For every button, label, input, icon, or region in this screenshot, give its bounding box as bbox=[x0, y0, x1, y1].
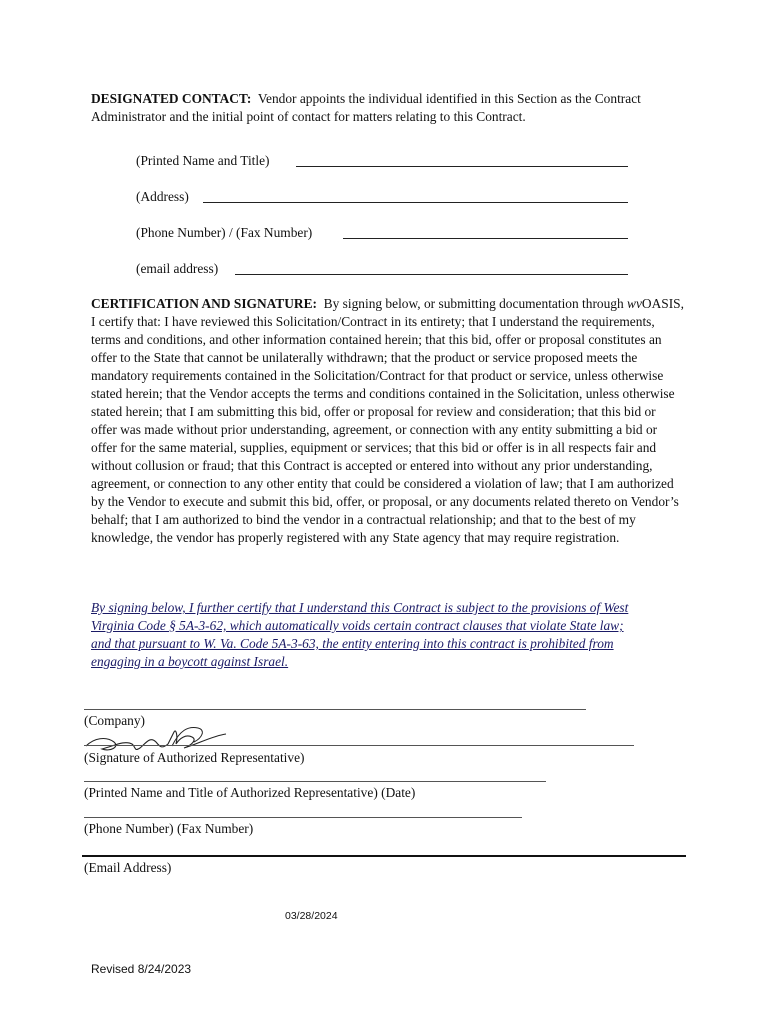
certification-text-start: By signing below, or submitting documentation through bbox=[323, 296, 628, 311]
phone-fax-label: (Phone Number) / (Fax Number) bbox=[136, 225, 313, 240]
email-signature-label: (Email Address) bbox=[84, 860, 172, 875]
certification-paragraph bbox=[91, 295, 684, 547]
phone-fax-signature-line[interactable] bbox=[84, 817, 522, 818]
printed-name-date-line[interactable] bbox=[84, 781, 546, 782]
revision-footer: Revised 8/24/2023 bbox=[91, 962, 192, 976]
designated-contact-text: Vendor appoints the individual identified in this Section as the Contract Administrator and the initial point of contact for matters relating to this Contract. bbox=[91, 91, 641, 124]
printed-name-date-label: (Printed Name and Title of Authorized Representative) (Date) bbox=[84, 785, 416, 800]
system-name-rest: OASIS bbox=[641, 296, 681, 311]
signature-line[interactable] bbox=[84, 745, 634, 746]
email-signature-line[interactable] bbox=[82, 855, 686, 857]
company-label: (Company) bbox=[84, 713, 145, 728]
phone-fax-line[interactable] bbox=[343, 238, 628, 239]
designated-contact-heading: DESIGNATED CONTACT: bbox=[91, 91, 252, 106]
address-line[interactable] bbox=[203, 202, 628, 203]
certification-text-rest: , I certify that: I have reviewed this Solicitation/Contract in its entirety; that I understand the requirements, terms and conditions, and other information contained herein; that this bid, offer or proposal constitutes an offer to the State that cannot be unilaterally withdrawn; that the product or service proposed meets the mandatory requirements contained in the Solicitation/Contract for that product or service, unless otherwise stated herein; that the Vendor accepts the terms and conditions contained in the Solicitation, unless otherwise stated herein; that I am submitting this bid, offer or proposal for review and consideration; that this bid or offer was made without prior understanding, agreement, or connection with any entity submitting a bid or offer for the same material, supplies, equipment or services; that this bid or offer is in all respects fair and without collusion or fraud; that this Contract is accepted or entered into without any prior understanding, agreement, or connection to any other entity that could be considered a violation of law; that I am authorized by the Vendor to execute and submit this bid, offer, or proposal, or any documents related thereto on Vendor’s behalf; that I am authorized to bind the vendor in a contractual relationship; and that to the best of my knowledge, the vendor has properly registered with any State agency that may require registration. bbox=[91, 296, 684, 545]
address-label: (Address) bbox=[136, 189, 189, 204]
signature-label: (Signature of Authorized Representative) bbox=[84, 750, 305, 765]
printed-name-title-line[interactable] bbox=[296, 166, 628, 167]
email-line[interactable] bbox=[235, 274, 628, 275]
phone-fax-signature-label: (Phone Number) (Fax Number) bbox=[84, 821, 254, 836]
email-label: (email address) bbox=[136, 261, 219, 276]
signed-date: 03/28/2024 bbox=[285, 910, 338, 922]
further-certify-paragraph: By signing below, I further certify that I understand this Contract is subject to the provisions of West Virginia Code § 5A-3-62, which automatically voids certain contract clauses that violate State law; and that pursuant to W. Va. Code 5A-3-63, the entity entering into this contract is prohibited from engaging in a boycott against Israel. bbox=[91, 600, 629, 669]
system-name-prefix: wv bbox=[627, 296, 642, 311]
company-line[interactable] bbox=[84, 709, 586, 710]
certification-heading: CERTIFICATION AND SIGNATURE: bbox=[91, 296, 317, 311]
printed-name-title-label: (Printed Name and Title) bbox=[136, 153, 270, 168]
designated-contact-paragraph bbox=[91, 90, 691, 126]
